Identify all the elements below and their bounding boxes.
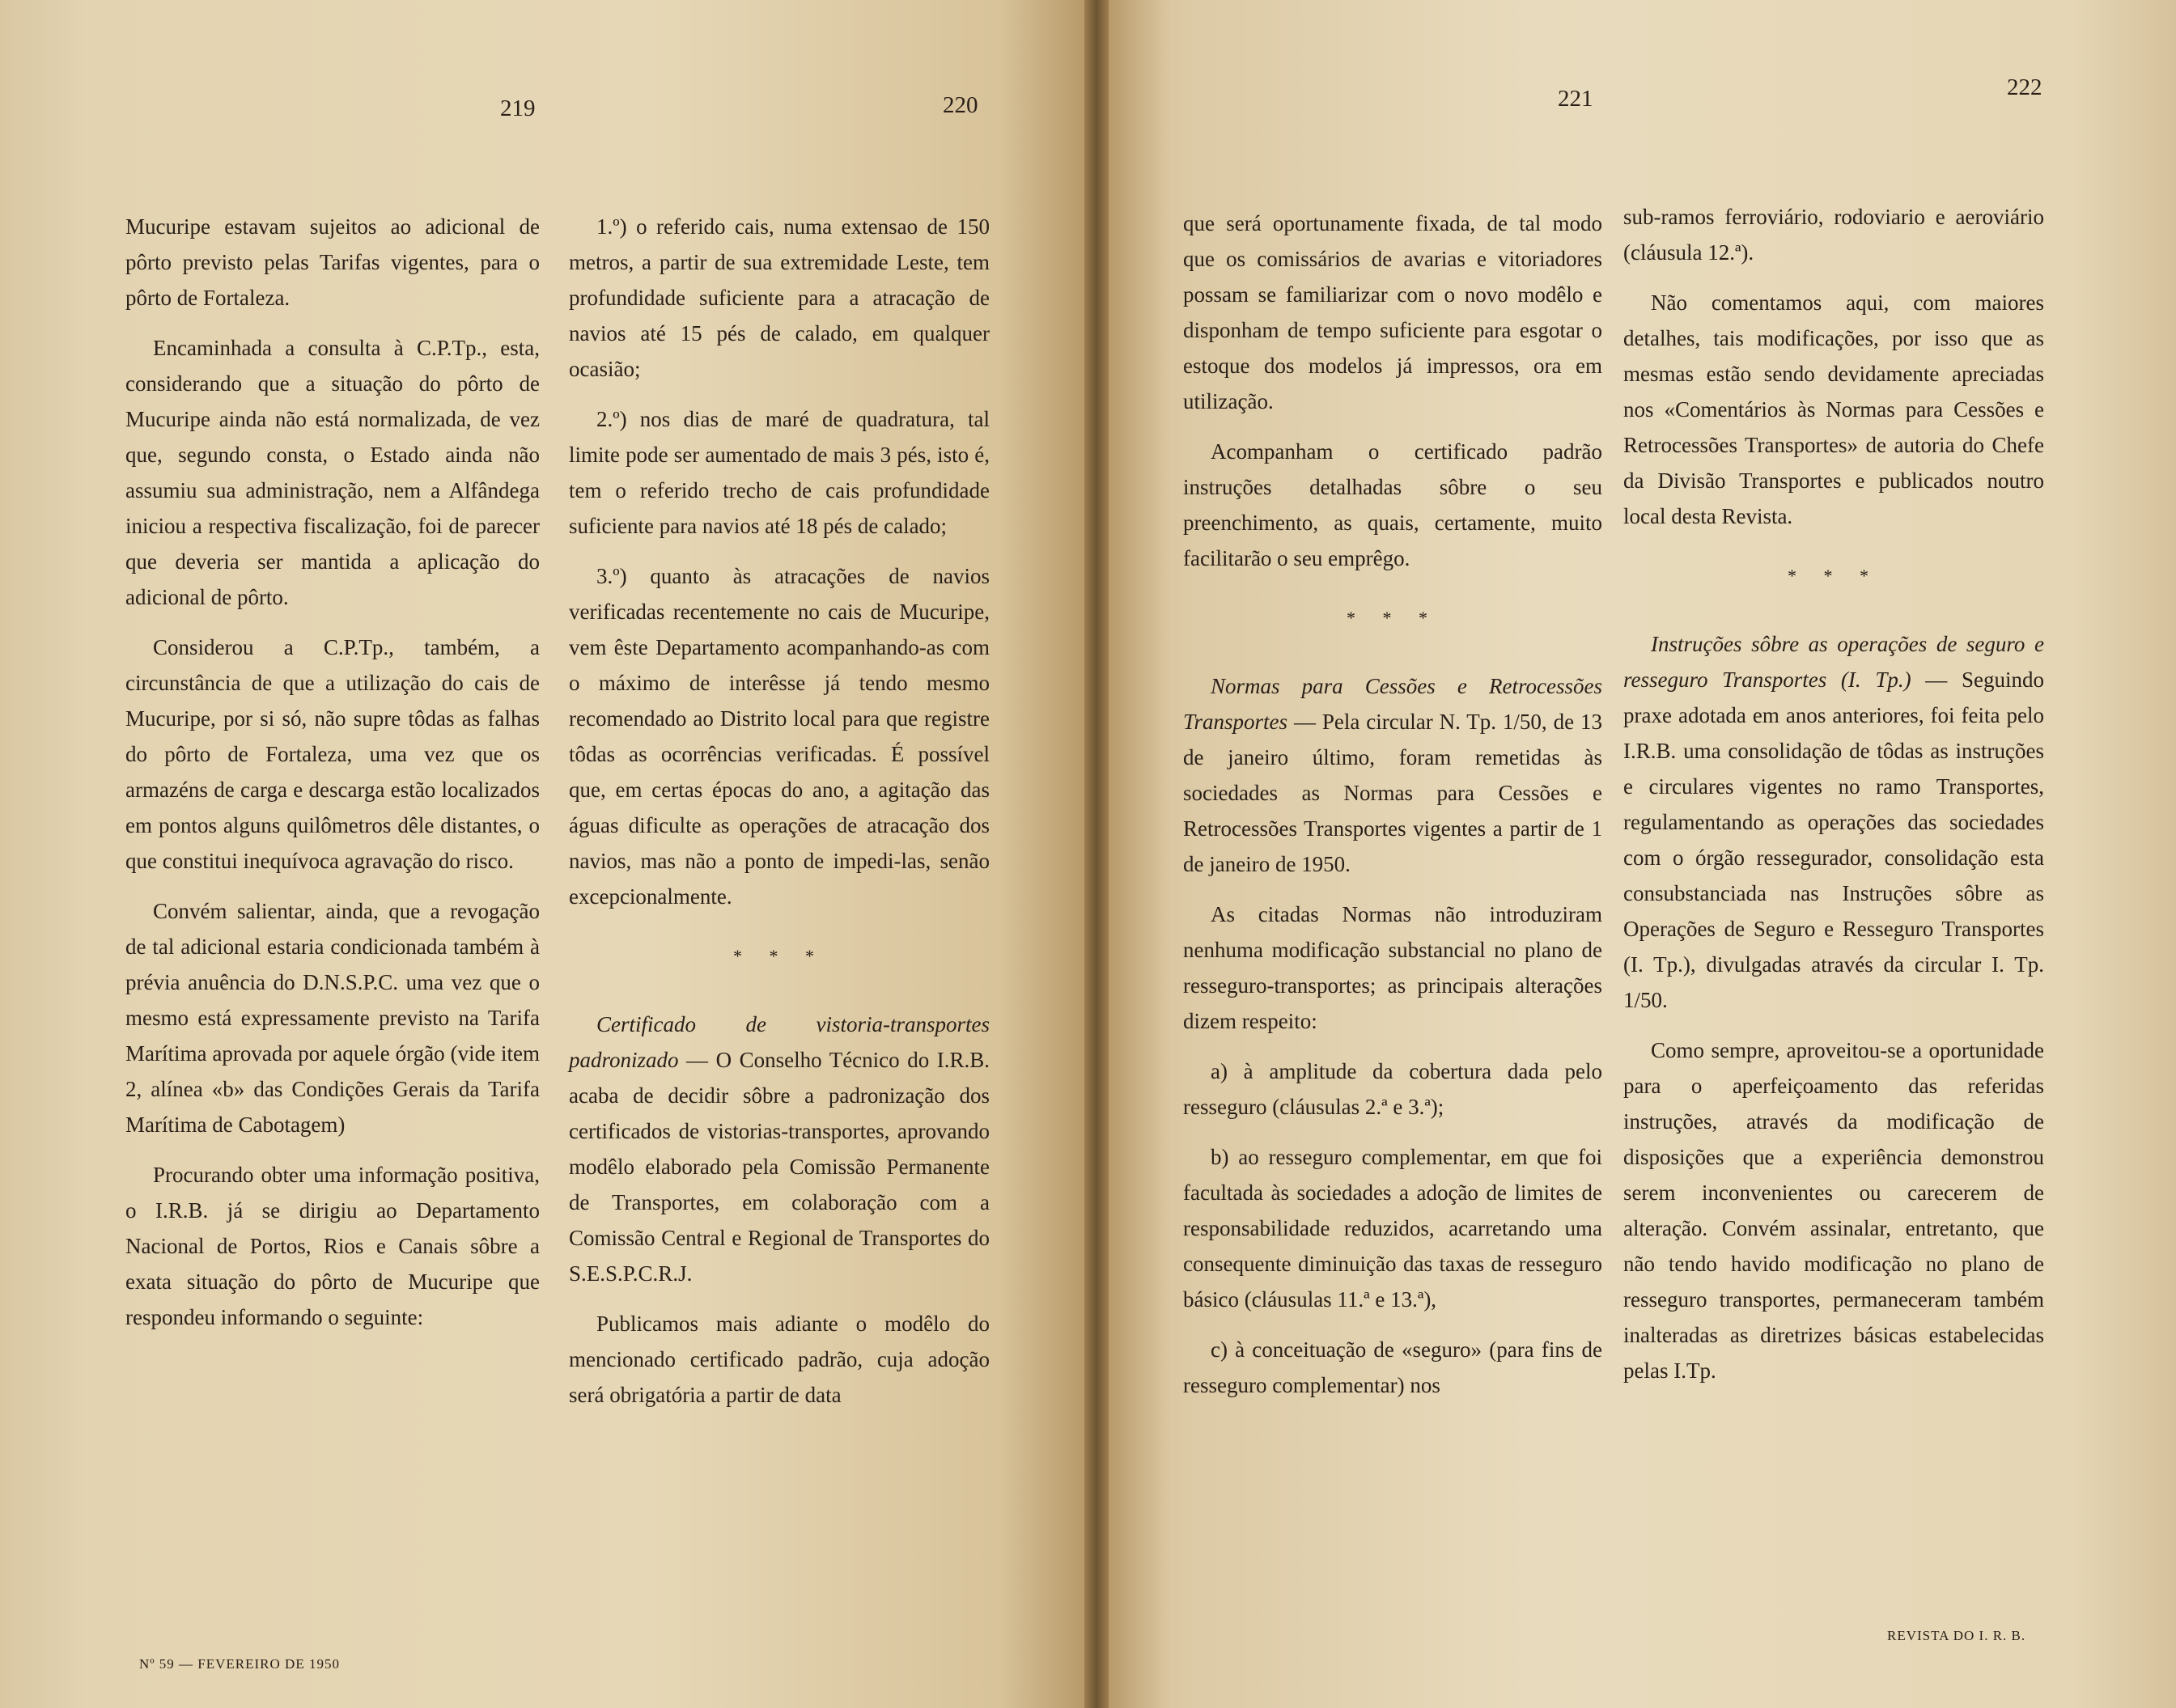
paragraph: Convém salientar, ainda, que a revogação de tal adicional estaria condicionada também à prévia anuência do D.N.S.P.C. uma vez que o mesmo está expressamente previsto na Tarifa Marítima aprovada por aquele órgão (vide item 2, alínea «b» das Condições Gerais da Tarifa Marítima de Cabotagem) xyxy=(125,899,540,1137)
footer-issue: Nº 59 — FEVEREIRO DE 1950 xyxy=(139,1656,340,1672)
paragraph: Procurando obter uma informação positiva, o I.R.B. já se dirigiu ao Departamento Nacional de Portos, Rios e Canais sôbre a exata situação do pôrto de Mucuripe que respondeu informando o seguinte: xyxy=(125,1163,540,1329)
section-title: Instruções sôbre as operações de seguro e resseguro Transportes (I. Tp.) xyxy=(1623,632,2044,692)
section-separator: * * * xyxy=(1788,566,1880,586)
page-number-219: 219 xyxy=(500,95,536,121)
paragraph: Como sempre, aproveitou-se a oportunidade para o aperfeiçoamento das referidas instruções, através da modificação de disposições que a experiência demonstrou serem inconvenientes ou carecerem de alteração. Convém assinalar, entretanto, que não tendo havido modificação no plano de resseguro transportes, permaneceram também inalteradas as diretrizes básicas estabelecidas pelas I.Tp. xyxy=(1623,1038,2044,1383)
section-title: Normas para Cessões e Retrocessões Transportes xyxy=(1183,674,1602,734)
column-222 xyxy=(1623,199,2044,1403)
paragraph: Publicamos mais adiante o modêlo do mencionado certificado padrão, cuja adoção será obrigatória a partir de data xyxy=(569,1312,990,1407)
column-220 xyxy=(569,209,990,1427)
column-221 xyxy=(1183,206,1602,1418)
section-text: — Seguindo praxe adotada em anos anteriores, foi feita pelo I.R.B. uma consolidação de tôdas as instruções e circulares vigentes no ramo Transportes, regulamentando as operações das sociedades com o órgão ressegurador, consolidação esta consubstanciada nas Instruções sôbre as Operações de Seguro e Resseguro Transportes (I. Tp.), divulgadas através da circular I. Tp. 1/50. xyxy=(1623,668,2044,1012)
left-page xyxy=(0,0,1084,1708)
paragraph: Acompanham o certificado padrão instruções detalhadas sôbre o seu preenchimento, as quais, certamente, muito facilitarão o seu emprêgo. xyxy=(1183,439,1602,570)
paragraph: que será oportunamente fixada, de tal modo que os comissários de avarias e vitoriadores possam se familiarizar com o novo modêlo e disponham de tempo suficiente para esgotar o estoque dos modelos já impressos, ora em utilização. xyxy=(1183,211,1602,413)
section-text: — O Conselho Técnico do I.R.B. acaba de decidir sôbre a padronização dos certificados de vistorias-transportes, aprovando modêlo elaborado pela Comissão Permanente de Transportes, em colaboração com a Comissão Central e Regional de Transportes do S.E.S.P.C.R.J. xyxy=(569,1048,990,1286)
paragraph: 1.º) o referido cais, numa extensao de 150 metros, a partir de sua extremidade Leste, tem profundidade suficiente para a atracação de navios até 15 pés de calado, em qualquer ocasião; xyxy=(569,214,990,381)
page-number-220: 220 xyxy=(943,92,978,118)
section-title: Certificado de vistoria-transportes padronizado xyxy=(569,1012,990,1072)
right-page xyxy=(1109,0,2176,1708)
page-number-221: 221 xyxy=(1558,86,1593,112)
paragraph: sub-ramos ferroviário, rodoviario e aeroviário (cláusula 12.ª). xyxy=(1623,205,2044,265)
paragraph: Encaminhada a consulta à C.P.Tp., esta, considerando que a situação do pôrto de Mucuripe ainda não está normalizada, de vez que, segundo consta, o Estado ainda não assumiu sua administração, nem a Alfândega iniciou a respectiva fiscalização, foi de parecer que deveria ser mantida a aplicação do adicional de pôrto. xyxy=(125,336,540,609)
list-item-b: b) ao resseguro complementar, em que foi facultada às sociedades a adoção de limites de responsabilidade reduzidos, acarretando uma consequente diminuição das taxas de resseguro básico (cláusulas 11.ª e 13.ª), xyxy=(1183,1145,1602,1312)
list-item-a: a) à amplitude da cobertura dada pelo resseguro (cláusulas 2.ª e 3.ª); xyxy=(1183,1059,1602,1119)
footer-journal: REVISTA DO I. R. B. xyxy=(1887,1628,2026,1643)
book-gutter xyxy=(1084,0,1109,1708)
paragraph: Não comentamos aqui, com maiores detalhes, tais modificações, por isso que as mesmas estão sendo devidamente apreciadas nos «Comentários às Normas para Cessões e Retrocessões Transportes» de autoria do Chefe da Divisão Transportes e publicados noutro local desta Revista. xyxy=(1623,290,2044,528)
section-separator: * * * xyxy=(733,946,825,966)
section-separator: * * * xyxy=(1347,608,1439,628)
paragraph: 2.º) nos dias de maré de quadratura, tal limite pode ser aumentado de mais 3 pés, isto é, tem o referido trecho de cais profundidade suficiente para navios até 18 pés de calado; xyxy=(569,407,990,538)
paragraph: Mucuripe estavam sujeitos ao adicional de pôrto previsto pelas Tarifas vigentes, para o pôrto de Fortaleza. xyxy=(125,214,540,310)
column-219 xyxy=(125,209,540,1350)
paragraph-instrucoes xyxy=(1623,626,2044,1018)
page-number-222: 222 xyxy=(2007,74,2042,100)
paragraph-normas xyxy=(1183,668,1602,882)
list-item-c: c) à conceituação de «seguro» (para fins de resseguro complementar) nos xyxy=(1183,1337,1602,1397)
paragraph: 3.º) quanto às atracações de navios verificadas recentemente no cais de Mucuripe, vem êste Departamento acompanhando-as com o máximo de interêsse já tendo mesmo recomendado ao Distrito local para que registre tôdas as ocorrências verificadas. É possível que, em certas épocas do ano, a agitação das águas dificulte as operações de atracação dos navios, mas não a ponto de impedi-las, senão excepcionalmente. xyxy=(569,564,990,909)
section-text: — Pela circular N. Tp. 1/50, de 13 de janeiro último, foram remetidas às sociedades as Normas para Cessões e Retrocessões Transportes vigentes a partir de 1 de janeiro de 1950. xyxy=(1183,710,1602,876)
paragraph: Considerou a C.P.Tp., também, a circunstância de que a utilização do cais de Mucuripe, por si só, não supre tôdas as falhas do pôrto de Fortaleza, uma vez que os armazéns de carga e descarga estão localizados em pontos alguns quilômetros dêle distantes, o que constitui inequívoca agravação do risco. xyxy=(125,635,540,873)
paragraph-certificado xyxy=(569,1007,990,1291)
paragraph: As citadas Normas não introduziram nenhuma modificação substancial no plano de resseguro-transportes; as principais alterações dizem respeito: xyxy=(1183,902,1602,1033)
